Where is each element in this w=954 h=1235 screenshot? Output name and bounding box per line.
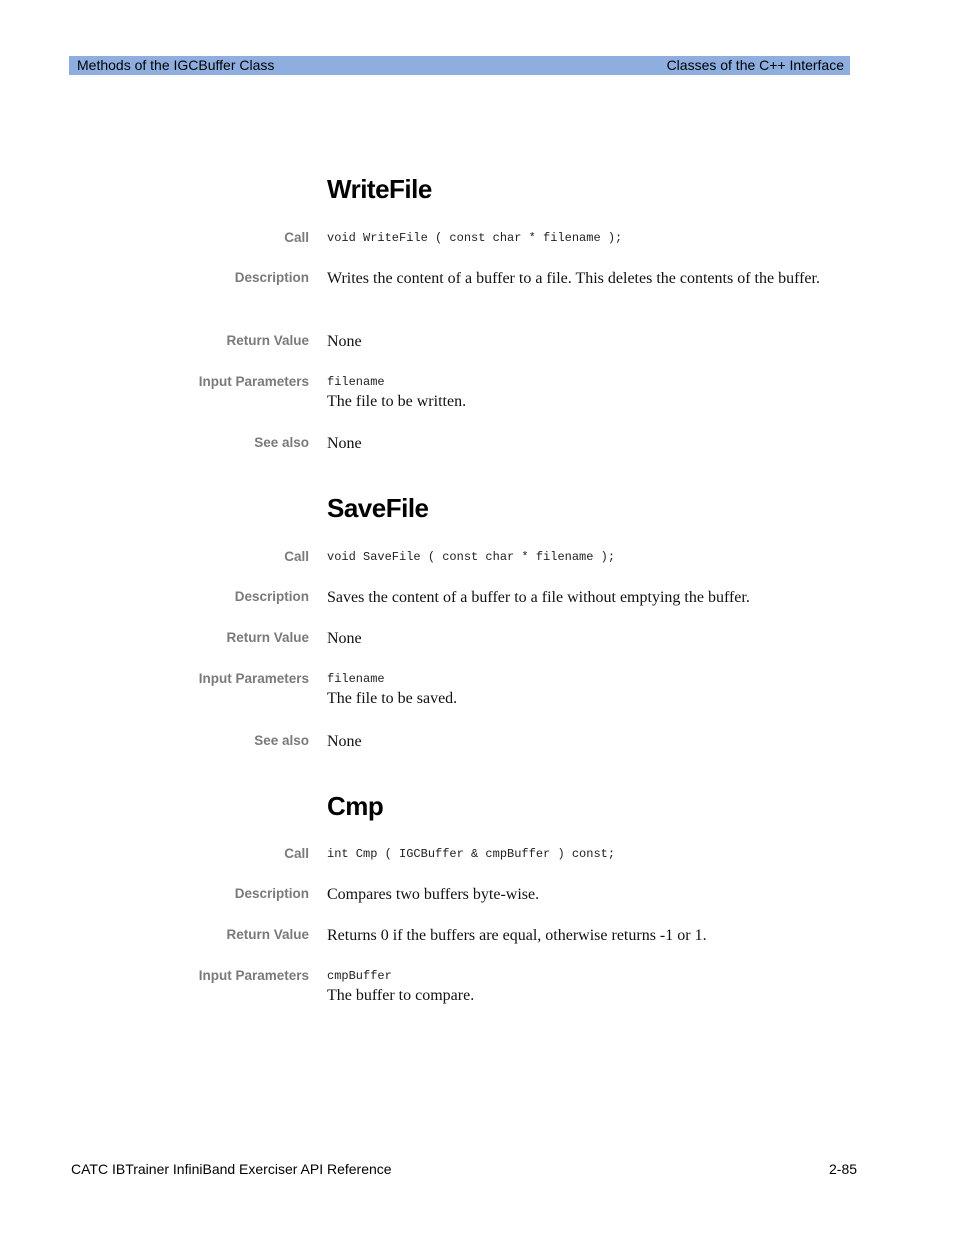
see-also-label: See also [254, 733, 309, 748]
call-signature: void SaveFile ( const char * filename ); [327, 550, 616, 564]
input-parameters-label: Input Parameters [198, 374, 309, 389]
return-value-text: Returns 0 if the buffers are equal, otherwise returns -1 or 1. [327, 927, 707, 944]
section-title: SaveFile [327, 493, 429, 523]
param-name: filename [327, 375, 385, 389]
call-signature: void WriteFile ( const char * filename ); [327, 231, 623, 245]
description-text: Writes the content of a buffer to a file. This deletes the contents of the buffer. [327, 270, 820, 287]
call-label: Call [284, 846, 309, 861]
description-label: Description [234, 270, 309, 285]
header-chapter-section: Methods of the IGCBuffer Class [77, 57, 275, 73]
section-title: WriteFile [327, 174, 432, 204]
param-name: filename [327, 672, 385, 686]
return-value-label: Return Value [226, 630, 309, 645]
return-value-label: Return Value [226, 333, 309, 348]
param-name: cmpBuffer [327, 969, 392, 983]
footer-document-title: CATC IBTrainer InfiniBand Exerciser API Reference [71, 1161, 392, 1177]
param-description: The file to be saved. [327, 690, 458, 707]
footer-page-number: 2-85 [829, 1161, 858, 1177]
call-signature: int Cmp ( IGCBuffer & cmpBuffer ) const; [327, 847, 616, 861]
param-description: The file to be written. [327, 393, 467, 410]
header-chapter-title: Classes of the C++ Interface [666, 57, 844, 73]
description-label: Description [234, 886, 309, 901]
input-parameters-label: Input Parameters [198, 968, 309, 983]
running-header [69, 56, 850, 75]
param-description: The buffer to compare. [327, 987, 475, 1004]
return-value-label: Return Value [226, 927, 309, 942]
section-title: Cmp [327, 791, 384, 821]
return-value-text: None [327, 630, 362, 647]
call-label: Call [284, 549, 309, 564]
see-also-label: See also [254, 435, 309, 450]
description-text: Saves the content of a buffer to a file without emptying the buffer. [327, 589, 750, 606]
return-value-text: None [327, 333, 362, 350]
description-text: Compares two buffers byte-wise. [327, 886, 540, 903]
see-also-text: None [327, 733, 362, 750]
see-also-text: None [327, 435, 362, 452]
call-label: Call [284, 230, 309, 245]
input-parameters-label: Input Parameters [198, 671, 309, 686]
description-label: Description [234, 589, 309, 604]
